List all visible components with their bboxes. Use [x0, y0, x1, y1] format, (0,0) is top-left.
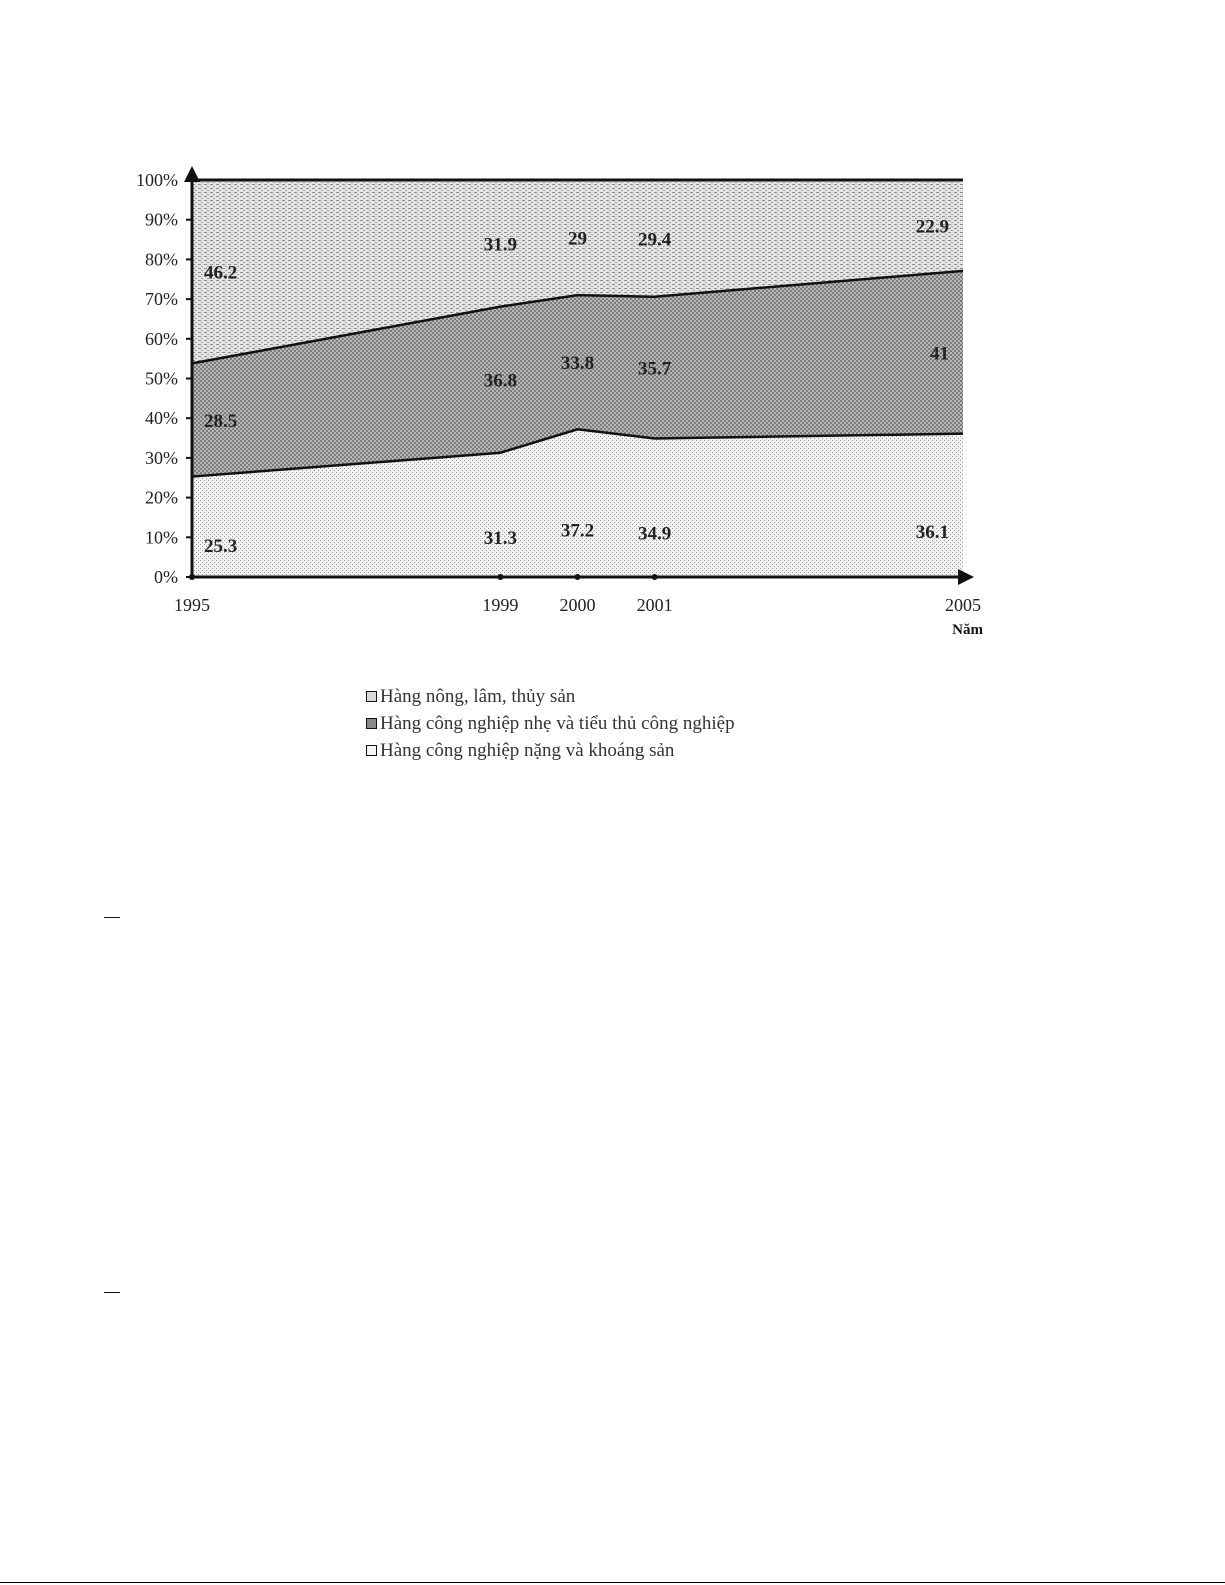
- legend-swatch-heavy-industry: [366, 745, 377, 756]
- y-tick-label: 50%: [145, 368, 178, 389]
- x-tick-mark: [575, 574, 581, 580]
- data-label: 41: [930, 343, 949, 365]
- legend-item-agriculture: [366, 683, 735, 710]
- y-tick-label: 100%: [136, 170, 178, 190]
- y-tick-label: 20%: [145, 487, 178, 508]
- data-label: 29: [568, 228, 587, 250]
- x-tick-label: 2005: [945, 595, 981, 615]
- legend-label-light-industry: Hàng công nghiệp nhẹ và tiểu thủ công nghiệp: [380, 712, 735, 734]
- y-tick-label: 80%: [145, 249, 178, 270]
- y-tick-label: 40%: [145, 408, 178, 429]
- y-tick-label: 10%: [145, 527, 178, 548]
- data-label: 37.2: [560, 520, 595, 542]
- y-tick-label: 60%: [145, 328, 178, 349]
- data-label: 33.8: [560, 353, 595, 375]
- data-label: 34.9: [637, 523, 672, 545]
- legend-swatch-light-industry: [366, 718, 377, 729]
- chart-legend: [366, 683, 735, 764]
- data-label: 25.3: [204, 535, 238, 557]
- dash-mark-1: [104, 917, 120, 918]
- y-tick-label: 30%: [145, 447, 178, 468]
- data-label: 46.2: [204, 262, 238, 284]
- x-tick-label: 1995: [174, 595, 210, 615]
- data-label: 28.5: [204, 410, 238, 432]
- x-tick-mark: [189, 574, 195, 580]
- x-tick-mark: [960, 574, 966, 580]
- data-label: 31.3: [483, 528, 518, 550]
- legend-label-agriculture: Hàng nông, lâm, thủy sản: [380, 685, 576, 707]
- x-tick-label: 2001: [636, 595, 673, 615]
- y-tick-label: 90%: [145, 209, 178, 230]
- data-label: 29.4: [637, 229, 672, 251]
- x-tick-mark: [652, 574, 658, 580]
- x-tick-label: 2000: [559, 595, 596, 615]
- data-label: 31.9: [483, 234, 518, 256]
- legend-item-heavy-industry: [366, 737, 735, 764]
- data-label: 36.1: [915, 522, 949, 544]
- stacked-area-chart: [0, 0, 1225, 660]
- x-axis-unit-label: Năm: [952, 622, 983, 638]
- legend-label-heavy-industry: Hàng công nghiệp nặng và khoáng sản: [380, 739, 675, 761]
- legend-item-light-industry: [366, 710, 735, 737]
- page-bottom-rule: [0, 1582, 1225, 1583]
- x-tick-mark: [497, 574, 503, 580]
- y-tick-label: 70%: [145, 289, 178, 310]
- y-tick-label: 0%: [154, 567, 178, 587]
- data-label: 36.8: [483, 370, 518, 392]
- x-tick-label: 1999: [482, 595, 519, 615]
- legend-swatch-agriculture: [366, 691, 377, 702]
- data-label: 35.7: [637, 358, 672, 380]
- data-label: 22.9: [915, 216, 949, 238]
- dash-mark-2: [104, 1292, 120, 1293]
